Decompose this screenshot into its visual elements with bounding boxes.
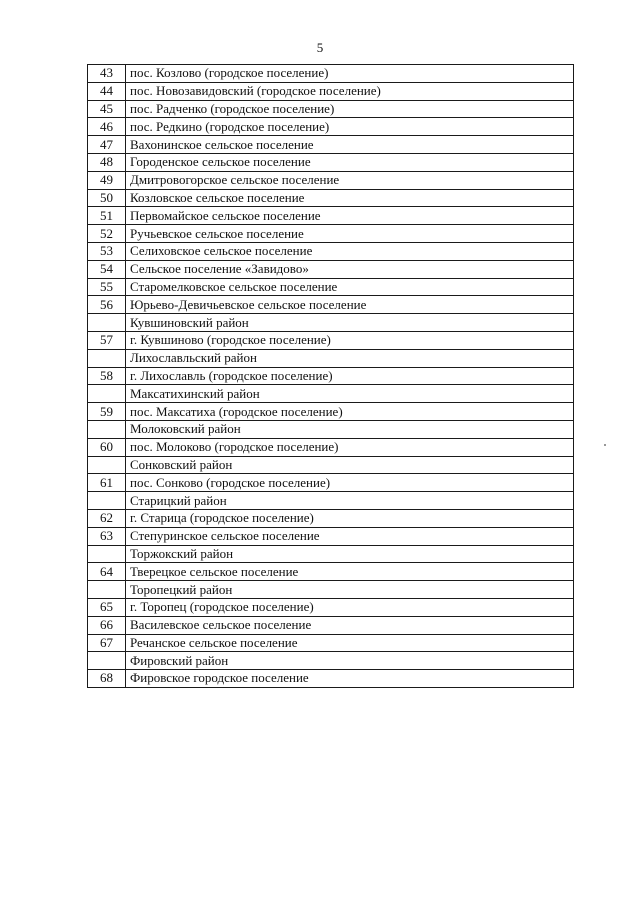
table-row — [88, 385, 574, 403]
settlement-name-cell: Василевское сельское поселение — [126, 616, 574, 634]
settlement-name-cell: Речанское сельское поселение — [126, 634, 574, 652]
table-row — [88, 456, 574, 474]
table-row — [88, 367, 574, 385]
settlement-name-cell: Фировское городское поселение — [126, 670, 574, 688]
settlement-name-cell: Сельское поселение «Завидово» — [126, 260, 574, 278]
table-row — [88, 260, 574, 278]
table-row — [88, 242, 574, 260]
row-number-cell: 50 — [88, 189, 126, 207]
table-row — [88, 616, 574, 634]
scan-speck — [604, 444, 606, 446]
table-row — [88, 492, 574, 510]
district-heading-cell: Лихославльский район — [126, 349, 574, 367]
row-number-cell — [88, 349, 126, 367]
district-heading-cell: Фировский район — [126, 652, 574, 670]
table-row — [88, 189, 574, 207]
table-row — [88, 598, 574, 616]
table-row — [88, 420, 574, 438]
row-number-cell: 68 — [88, 670, 126, 688]
row-number-cell: 45 — [88, 100, 126, 118]
settlement-name-cell: Первомайское сельское поселение — [126, 207, 574, 225]
row-number-cell: 61 — [88, 474, 126, 492]
district-heading-cell: Сонковский район — [126, 456, 574, 474]
row-number-cell: 48 — [88, 153, 126, 171]
settlement-name-cell: пос. Козлово (городское поселение) — [126, 65, 574, 83]
settlements-table-container — [87, 64, 573, 688]
page-number: 5 — [316, 40, 324, 55]
settlement-name-cell: г. Старица (городское поселение) — [126, 509, 574, 527]
row-number-cell — [88, 652, 126, 670]
row-number-cell: 51 — [88, 207, 126, 225]
table-row — [88, 171, 574, 189]
table-row — [88, 474, 574, 492]
row-number-cell: 63 — [88, 527, 126, 545]
district-heading-cell: Старицкий район — [126, 492, 574, 510]
table-row — [88, 82, 574, 100]
settlement-name-cell: Городенское сельское поселение — [126, 153, 574, 171]
row-number-cell — [88, 385, 126, 403]
row-number-cell: 49 — [88, 171, 126, 189]
table-row — [88, 331, 574, 349]
row-number-cell: 65 — [88, 598, 126, 616]
row-number-cell: 57 — [88, 331, 126, 349]
row-number-cell — [88, 314, 126, 332]
settlement-name-cell: Селиховское сельское поселение — [126, 242, 574, 260]
settlement-name-cell: Козловское сельское поселение — [126, 189, 574, 207]
district-heading-cell: Молоковский район — [126, 420, 574, 438]
settlement-name-cell: Вахонинское сельское поселение — [126, 136, 574, 154]
table-row — [88, 652, 574, 670]
settlement-name-cell: Степуринское сельское поселение — [126, 527, 574, 545]
row-number-cell: 59 — [88, 403, 126, 421]
table-row — [88, 296, 574, 314]
row-number-cell — [88, 581, 126, 599]
row-number-cell: 47 — [88, 136, 126, 154]
table-row — [88, 563, 574, 581]
row-number-cell: 43 — [88, 65, 126, 83]
table-row — [88, 153, 574, 171]
row-number-cell: 44 — [88, 82, 126, 100]
row-number-cell: 54 — [88, 260, 126, 278]
district-heading-cell: Торопецкий район — [126, 581, 574, 599]
table-row — [88, 634, 574, 652]
settlements-table-body — [88, 65, 574, 688]
settlement-name-cell: Тверецкое сельское поселение — [126, 563, 574, 581]
row-number-cell: 55 — [88, 278, 126, 296]
row-number-cell: 58 — [88, 367, 126, 385]
district-heading-cell: Торжокский район — [126, 545, 574, 563]
row-number-cell — [88, 545, 126, 563]
row-number-cell — [88, 420, 126, 438]
row-number-cell: 52 — [88, 225, 126, 243]
row-number-cell: 64 — [88, 563, 126, 581]
table-row — [88, 581, 574, 599]
row-number-cell: 62 — [88, 509, 126, 527]
settlement-name-cell: пос. Сонково (городское поселение) — [126, 474, 574, 492]
settlement-name-cell: Старомелковское сельское поселение — [126, 278, 574, 296]
settlement-name-cell: пос. Радченко (городское поселение) — [126, 100, 574, 118]
settlement-name-cell: Юрьево-Девичьевское сельское поселение — [126, 296, 574, 314]
table-row — [88, 349, 574, 367]
settlement-name-cell: пос. Молоково (городское поселение) — [126, 438, 574, 456]
settlement-name-cell: пос. Новозавидовский (городское поселение) — [126, 82, 574, 100]
row-number-cell: 53 — [88, 242, 126, 260]
table-row — [88, 670, 574, 688]
district-heading-cell: Максатихинский район — [126, 385, 574, 403]
row-number-cell: 56 — [88, 296, 126, 314]
settlement-name-cell: г. Кувшиново (городское поселение) — [126, 331, 574, 349]
row-number-cell: 60 — [88, 438, 126, 456]
table-row — [88, 65, 574, 83]
table-row — [88, 225, 574, 243]
table-row — [88, 438, 574, 456]
row-number-cell: 66 — [88, 616, 126, 634]
table-row — [88, 100, 574, 118]
row-number-cell: 46 — [88, 118, 126, 136]
table-row — [88, 509, 574, 527]
table-row — [88, 527, 574, 545]
table-row — [88, 314, 574, 332]
settlements-table — [87, 64, 574, 688]
table-row — [88, 545, 574, 563]
settlement-name-cell: г. Лихославль (городское поселение) — [126, 367, 574, 385]
row-number-cell — [88, 492, 126, 510]
row-number-cell — [88, 456, 126, 474]
table-row — [88, 118, 574, 136]
row-number-cell: 67 — [88, 634, 126, 652]
settlement-name-cell: Дмитровогорское сельское поселение — [126, 171, 574, 189]
district-heading-cell: Кувшиновский район — [126, 314, 574, 332]
table-row — [88, 207, 574, 225]
settlement-name-cell: пос. Максатиха (городское поселение) — [126, 403, 574, 421]
settlement-name-cell: пос. Редкино (городское поселение) — [126, 118, 574, 136]
table-row — [88, 403, 574, 421]
settlement-name-cell: г. Торопец (городское поселение) — [126, 598, 574, 616]
settlement-name-cell: Ручьевское сельское поселение — [126, 225, 574, 243]
table-row — [88, 278, 574, 296]
table-row — [88, 136, 574, 154]
